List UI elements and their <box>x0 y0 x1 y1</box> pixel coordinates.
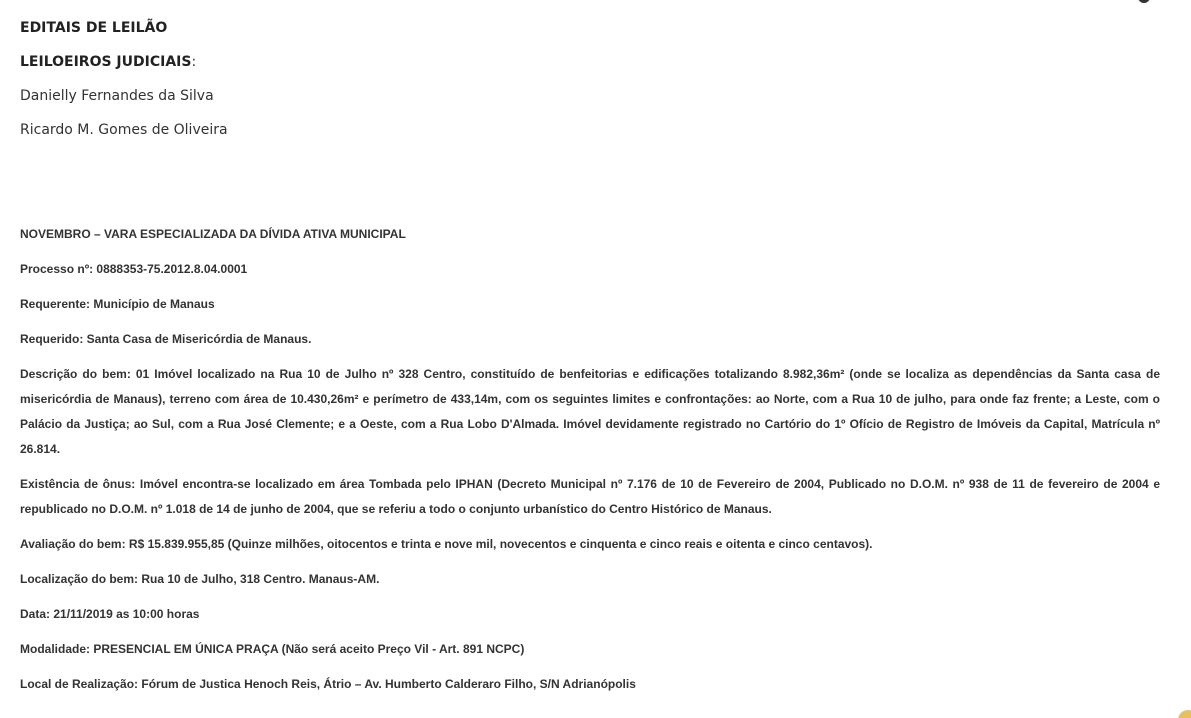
auctioneers-label: LEILOEIROS JUDICIAIS <box>20 54 192 70</box>
auctioneer-name: Danielly Fernandes da Silva <box>20 88 214 104</box>
auction-date: Data: 21/11/2019 as 10:00 horas <box>20 607 200 621</box>
defendant: Requerido: Santa Casa de Misericórdia de Manaus. <box>20 332 312 346</box>
property-location: Localização do bem: Rua 10 de Julho, 318 Centro. Manaus-AM. <box>20 572 380 586</box>
process-number: Processo nº: 0888353-75.2012.8.04.0001 <box>20 262 248 276</box>
page-title: EDITAIS DE LEILÃO <box>20 20 168 36</box>
gear-icon[interactable] <box>1136 0 1160 6</box>
auctioneer-name: Ricardo M. Gomes de Oliveira <box>20 122 228 138</box>
plaintiff: Requerente: Município de Manaus <box>20 297 215 311</box>
notice-heading: NOVEMBRO – VARA ESPECIALIZADA DA DÍVIDA ATIVA MUNICIPAL <box>20 227 406 241</box>
property-description: Descrição do bem: 01 Imóvel localizado na Rua 10 de Julho nº 328 Centro, constituído de benfeitorias e edificações totalizando 8.982,36m² (onde se localiza as dependências da Santa casa de misericórdia de Manaus), terreno com área de 10.430,26m² e perímetro de 433,14m, com os seguintes limites e confrontações: ao Norte, com a Rua 10 de julho, para onde faz frente; a Leste, com o Palácio da Justiça; ao Sul, com a Rua José Clemente; e a Oeste, com a Rua Lobo D'Almada. Imóvel devidamente registrado no Cartório do 1º Ofício de Registro de Imóveis da Capital, Matrícula nº 26.814. <box>20 367 1160 456</box>
valuation: Avaliação do bem: R$ 15.839.955,85 (Quinze milhões, oitocentos e trinta e nove mil, novecentos e cinquenta e cinco reais e oitenta e cinco centavos). <box>20 537 873 551</box>
auction-venue: Local de Realização: Fórum de Justica Henoch Reis, Átrio – Av. Humberto Calderaro Filho, S/N Adrianópolis <box>20 677 636 691</box>
auctioneers-heading <box>20 52 196 72</box>
chat-widget-button[interactable] <box>1178 710 1191 718</box>
auction-mode: Modalidade: PRESENCIAL EM ÚNICA PRAÇA (Não será aceito Preço Vil - Art. 891 NCPC) <box>20 642 525 656</box>
encumbrance: Existência de ônus: Imóvel encontra-se localizado em área Tombada pelo IPHAN (Decreto Municipal nº 7.176 de 10 de Fevereiro de 2004, Publicado no D.O.M. nº 938 de 11 de fevereiro de 2004 e republicado no D.O.M. nº 1.018 de 14 de junho de 2004, que se referiu a todo o conjunto urbanístico do Centro Histórico de Manaus. <box>20 477 1160 516</box>
auctioneers-colon: : <box>191 54 197 70</box>
auction-notice <box>20 222 1160 707</box>
